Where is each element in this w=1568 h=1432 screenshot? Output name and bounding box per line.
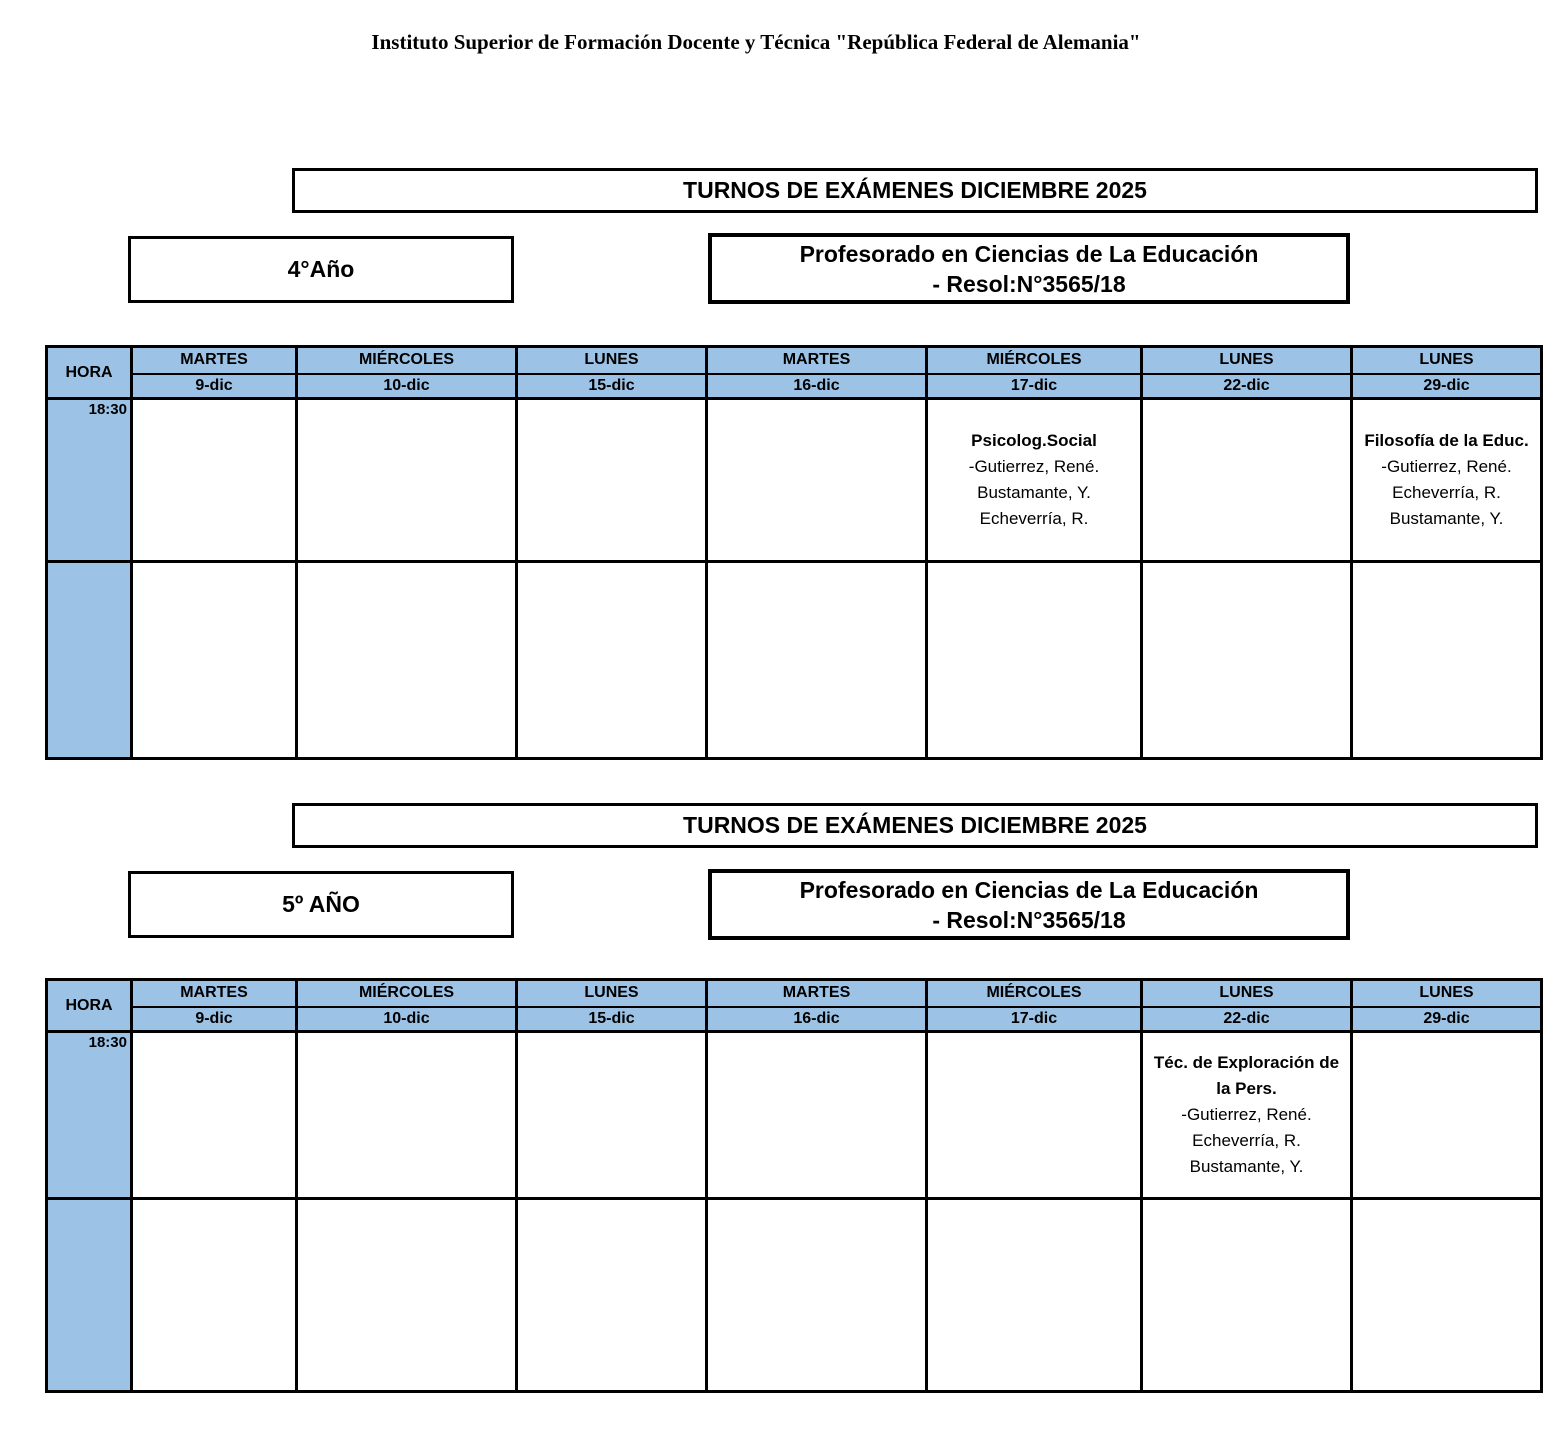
day-header-cell: LUNES [1142,980,1352,1007]
section1-year-box [128,236,514,303]
date-header-cell: 9-dic [132,374,297,399]
date-header-cell: 15-dic [517,1007,707,1032]
exam-cell [1352,1032,1542,1199]
date-header-cell: 22-dic [1142,1007,1352,1032]
day-header-row [47,347,1542,374]
empty-cell [297,562,517,759]
exam-cell [297,399,517,562]
empty-cell [517,562,707,759]
empty-cell [1352,562,1542,759]
empty-cell [707,1199,927,1392]
empty-cell [1142,562,1352,759]
day-header-cell: LUNES [517,347,707,374]
date-header-row [47,374,1542,399]
exam-cell [707,1032,927,1199]
exam-slot-row [47,1032,1542,1199]
section1-title-box [292,168,1538,213]
day-header-cell: MIÉRCOLES [927,347,1142,374]
empty-cell [517,1199,707,1392]
exam-cell [1142,399,1352,562]
day-header-cell: LUNES [1142,347,1352,374]
day-header-cell: MIÉRCOLES [297,980,517,1007]
exam-cell [707,399,927,562]
exam-prof: Bustamante, Y. [977,483,1091,502]
day-header-cell: LUNES [1352,347,1542,374]
empty-cell [707,562,927,759]
exam-prof: -Gutierrez, René. [1181,1105,1312,1124]
exam-table-4th-year [45,345,1543,760]
exam-cell [1352,399,1542,562]
section1-program-box [708,233,1350,304]
section2-program-box [708,869,1350,940]
empty-slot-row [47,1199,1542,1392]
section2-program-line2: - Resol:N°3565/18 [932,906,1126,933]
exam-subject: Téc. de Exploración de la Pers. [1153,1053,1340,1098]
date-header-cell: 29-dic [1352,1007,1542,1032]
hora-header-cell: HORA [47,347,132,399]
time-cell: 18:30 [47,1032,132,1199]
exam-prof: -Gutierrez, René. [1381,457,1512,476]
section1-title: TURNOS DE EXÁMENES DICIEMBRE 2025 [683,177,1147,203]
date-header-cell: 17-dic [927,374,1142,399]
exam-cell [517,399,707,562]
section2-title-box [292,803,1538,848]
section1-program-line2: - Resol:N°3565/18 [932,270,1126,297]
exam-cell [927,1032,1142,1199]
exam-subject: Psicolog.Social [971,431,1097,450]
empty-cell [1352,1199,1542,1392]
exam-table-5th-year [45,978,1543,1393]
date-header-cell: 22-dic [1142,374,1352,399]
day-header-cell: MIÉRCOLES [927,980,1142,1007]
hora-empty-cell [47,562,132,759]
date-header-cell: 16-dic [707,1007,927,1032]
empty-cell [1142,1199,1352,1392]
day-header-cell: MARTES [132,347,297,374]
empty-cell [132,562,297,759]
day-header-row [47,980,1542,1007]
day-header-cell: MIÉRCOLES [297,347,517,374]
exam-prof: Echeverría, R. [1192,1131,1301,1150]
section2-year-label: 5º AÑO [282,891,360,917]
day-header-cell: MARTES [707,980,927,1007]
exam-cell [297,1032,517,1199]
day-header-cell: MARTES [132,980,297,1007]
section2-title: TURNOS DE EXÁMENES DICIEMBRE 2025 [683,812,1147,838]
date-header-cell: 9-dic [132,1007,297,1032]
date-header-cell: 10-dic [297,1007,517,1032]
date-header-cell: 10-dic [297,374,517,399]
exam-cell [927,399,1142,562]
date-header-cell: 17-dic [927,1007,1142,1032]
exam-prof: Bustamante, Y. [1389,509,1504,528]
exam-prof: Echeverría, R. [1392,483,1501,502]
time-cell: 18:30 [47,399,132,562]
day-header-cell: LUNES [1352,980,1542,1007]
exam-prof: -Gutierrez, René. [968,457,1100,476]
hora-header-cell: HORA [47,980,132,1032]
exam-prof: Echeverría, R. [979,509,1089,528]
empty-cell [297,1199,517,1392]
empty-slot-row [47,562,1542,759]
exam-cell [1142,1032,1352,1199]
section2-year-box [128,871,514,938]
hora-empty-cell [47,1199,132,1392]
exam-cell [517,1032,707,1199]
section2-program-line1: Profesorado en Ciencias de La Educación [799,876,1259,903]
date-header-cell: 29-dic [1352,374,1542,399]
exam-prof: Bustamante, Y. [1189,1157,1304,1176]
date-header-cell: 16-dic [707,374,927,399]
exam-cell [132,1032,297,1199]
exam-subject: Filosofía de la Educ. [1364,431,1529,450]
empty-cell [132,1199,297,1392]
exam-slot-row [47,399,1542,562]
date-header-row [47,1007,1542,1032]
date-header-cell: 15-dic [517,374,707,399]
empty-cell [927,1199,1142,1392]
empty-cell [927,562,1142,759]
day-header-cell: MARTES [707,347,927,374]
section1-year-label: 4°Año [287,256,355,282]
section1-program-line1: Profesorado en Ciencias de La Educación [799,240,1259,267]
exam-cell [132,399,297,562]
day-header-cell: LUNES [517,980,707,1007]
institute-title: Instituto Superior de Formación Docente y Técnica "República Federal de Alemania" [371,30,1141,54]
